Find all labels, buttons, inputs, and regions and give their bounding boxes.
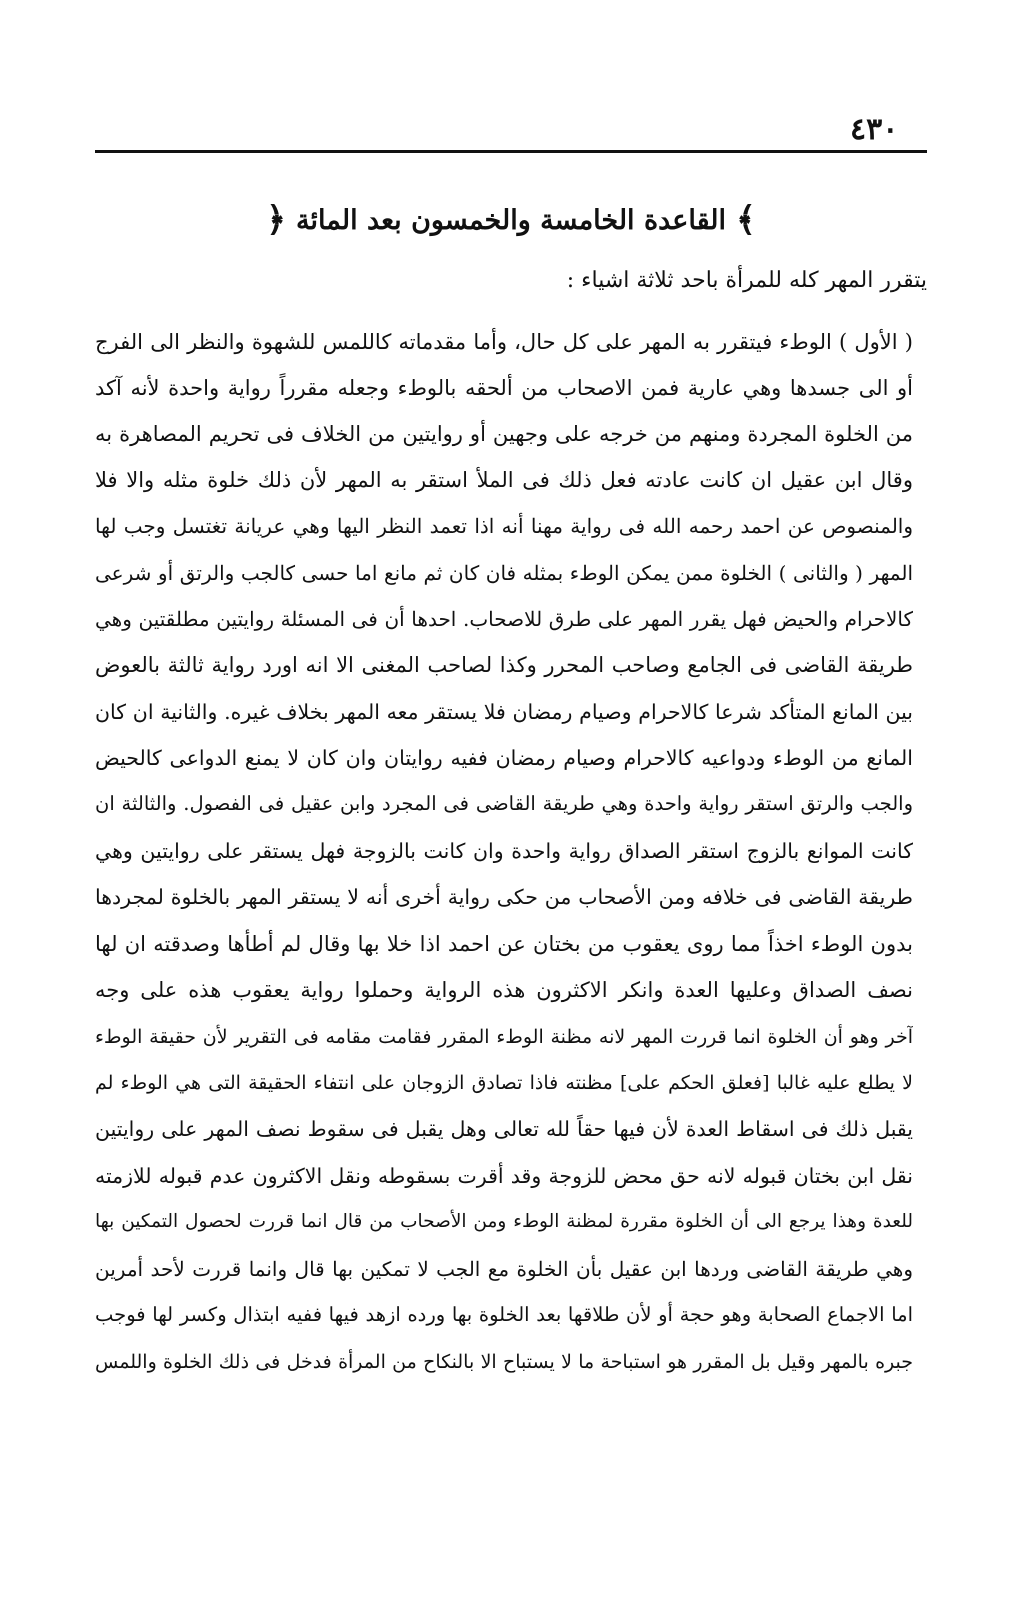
- header-rule: [95, 150, 927, 153]
- text-line: كانت الموانع بالزوج استقر الصداق رواية واحدة وان كانت بالزوجة فهل يستقر على روايتين وهي: [95, 839, 913, 863]
- text-line: طريقة القاضى فى خلافه ومن الأصحاب من حكى رواية أخرى أنه لا يستقر المهر بالخلوة لمجردها: [95, 885, 913, 909]
- text-line: نصف الصداق وعليها العدة وانكر الاكثرون هذه الرواية وحملوا رواية يعقوب هذه على وجه: [95, 978, 913, 1002]
- text-line: ( الأول ) الوطء فيتقرر به المهر على كل حال، وأما مقدماته كاللمس للشهوة والنظر الى الفرج: [95, 330, 913, 354]
- text-line: نقل ابن بختان قبوله لانه حق محض للزوجة وقد أقرت بسقوطه ونقل الاكثرون عدم قبوله للازمته: [95, 1164, 913, 1188]
- text-line: بين المانع المتأكد شرعا كالاحرام وصيام رمضان فلا يستقر معه المهر بخلاف غيره. والثانية ان كان: [95, 700, 913, 724]
- text-line: كالاحرام والحيض فهل يقرر المهر على طرق للاصحاب. احدها أن فى المسئلة روايتين مطلقتين وهي: [95, 607, 913, 631]
- intro-line: يتقرر المهر كله للمرأة باحد ثلاثة اشياء :: [566, 268, 927, 293]
- text-line: لا يطلع عليه غالبا [فعلق الحكم على] مظنته فاذا تصادق الزوجان على انتفاء الحقيقة التى هي الوطء لم: [95, 1072, 913, 1094]
- text-line: من الخلوة المجردة ومنهم من خرجه على وجهين أو روايتين من الخلاف فى تحريم المصاهرة به: [95, 422, 913, 446]
- text-line: والجب والرتق استقر رواية واحدة وهي طريقة القاضى فى المجرد وابن عقيل فى الفصول. والثالثة ان: [95, 792, 913, 815]
- text-line: اما الاجماع الصحابة وهو حجة أو لأن طلاقها بعد الخلوة بها ورده ازهد فيها ففيه ابتذال وكسر لها فوجب: [95, 1303, 913, 1326]
- heading-title: القاعدة الخامسة والخمسون بعد المائة: [296, 204, 726, 236]
- text-line: المانع من الوطء ودواعيه كالاحرام وصيام رمضان ففيه روايتان وان كان لا يمنع الدواعى كالحيض: [95, 746, 913, 770]
- text-line: آخر وهو أن الخلوة انما قررت المهر لانه مظنة الوطء المقرر فقامت مقامه فى التقرير لأن حقيقة الوطء: [95, 1026, 913, 1048]
- heading-ornament-left: ﴿: [266, 200, 287, 240]
- text-line: للعدة وهذا يرجع الى أن الخلوة مقررة لمظنة الوطء ومن الأصحاب من قال انما قررت لحصول التمكين بها: [95, 1211, 913, 1232]
- text-line: أو الى جسدها وهي عارية فمن الاصحاب من ألحقه بالوطء وجعله مقرراً رواية واحدة لأنه آكد: [95, 376, 913, 400]
- text-line: وقال ابن عقيل ان كانت عادته فعل ذلك فى الملأ استقر به المهر لأن ذلك خلوة مثله والا فلا: [95, 468, 913, 492]
- text-line: طريقة القاضى فى الجامع وصاحب المحرر وكذا لصاحب المغنى الا انه اورد رواية ثالثة بالعوض: [95, 653, 913, 677]
- page-number: ٤٣٠: [850, 112, 899, 147]
- text-line: وهي طريقة القاضى وردها ابن عقيل بأن الخلوة مع الجب لا تمكين بها قال وانما قررت لأحد أمرين: [95, 1257, 913, 1281]
- section-heading: [95, 194, 927, 246]
- text-line: بدون الوطء اخذاً مما روى يعقوب من بختان عن احمد اذا خلا بها وقال لم أطأها وصدقته ان لها: [95, 932, 913, 956]
- text-line: جبره بالمهر وقيل بل المقرر هو استباحة ما لا يستباح الا بالنكاح من المرأة فدخل فى ذلك الخلوة واللمس: [95, 1351, 913, 1373]
- heading-ornament-right: ﴾: [736, 200, 756, 240]
- text-line: المهر ( والثانى ) الخلوة ممن يمكن الوطء بمثله فان كان ثم مانع اما حسى كالجب والرتق أو شرعى: [95, 561, 913, 585]
- text-line: والمنصوص عن احمد رحمه الله فى رواية مهنا أنه اذا تعمد النظر اليها وهي عريانة تغتسل وجب لها: [95, 514, 913, 538]
- text-line: يقبل ذلك فى اسقاط العدة لأن فيها حقاً لله تعالى وهل يقبل فى سقوط نصف المهر على روايتين: [95, 1117, 913, 1141]
